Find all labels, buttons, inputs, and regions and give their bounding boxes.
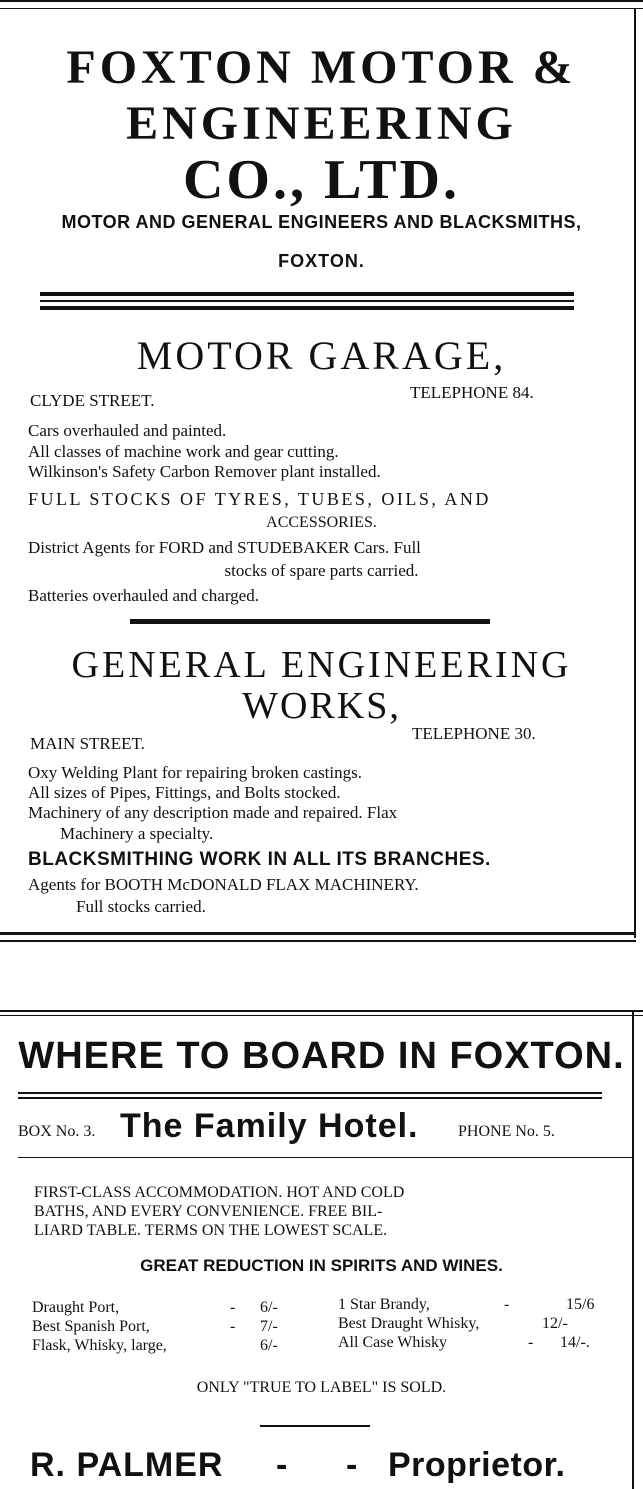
board-heading-rule [18,1092,602,1094]
proprietor-dash-1: - [276,1446,288,1484]
proprietor-rule [260,1425,370,1427]
wine-item: Flask, Whisky, large, [32,1337,167,1354]
works-line-2: All sizes of Pipes, Fittings, and Bolts stocked. [28,783,341,802]
ad1-bottom-border [0,932,636,935]
company-title-line1: FOXTON MOTOR & [66,41,577,94]
works-blacksmithing: BLACKSMITHING WORK IN ALL ITS BRANCHES. [28,849,491,870]
wine-price: 7/- [260,1318,278,1335]
board-heading-rule-2 [18,1097,602,1099]
wine-sep: - [230,1318,236,1335]
wine-price: 6/- [260,1299,278,1316]
works-line-3: Machinery of any description made and repaired. Flax [28,803,398,822]
works-heading-line1: GENERAL ENGINEERING [71,644,572,686]
garage-street: CLYDE STREET. [30,391,155,410]
ad1-top-border [0,0,643,2]
company-title-line2: ENGINEERING [126,97,517,150]
hotel-box: BOX No. 3. [18,1123,96,1140]
works-machinery-cont: Machinery a specialty. [60,824,214,843]
wine-price: 6/- [260,1337,278,1354]
ad2-right-border [632,1012,634,1489]
garage-agents-1: District Agents for FORD and STUDEBAKER Cars. Full [28,538,421,557]
company-title-line3: CO., LTD. [182,149,460,211]
reduction-heading: GREAT REDUCTION IN SPIRITS AND WINES. [140,1256,503,1275]
wine-item: All Case Whisky [338,1334,448,1351]
ad1-top-border-inner [0,8,643,9]
wine-price: 14/-. [560,1334,590,1351]
garage-stocks-2: ACCESSORIES. [266,514,377,531]
true-to-label: ONLY "TRUE TO LABEL" IS SOLD. [196,1379,447,1396]
hotel-phone: PHONE No. 5. [458,1123,555,1140]
garage-batteries: Batteries overhauled and charged. [28,586,259,605]
proprietor-name: R. PALMER [30,1446,224,1484]
garage-phone: TELEPHONE 84. [410,383,534,402]
garage-line-2: All classes of machine work and gear cutting. [28,442,339,461]
divider-thick [40,292,574,296]
company-town: FOXTON. [278,251,365,271]
ad2-top-border-2 [0,1015,643,1016]
divider-thick-2 [40,306,574,310]
wine-sep: - [504,1296,510,1313]
wine-price: 12/- [542,1315,568,1332]
wine-item: Best Draught Whisky, [338,1315,480,1332]
hotel-name-rule [18,1157,634,1158]
divider-thin [40,300,574,302]
works-line-1: Oxy Welding Plant for repairing broken castings. [28,763,362,782]
proprietor-title: Proprietor. [388,1446,566,1484]
works-agents-2: Full stocks carried. [76,897,206,916]
garage-line-1: Cars overhauled and painted. [28,421,227,440]
garage-divider [130,619,490,624]
wine-sep: - [528,1334,534,1351]
wine-sep: - [230,1299,236,1316]
accom-line-2: BATHS, AND EVERY CONVENIENCE. FREE BIL- [34,1203,383,1220]
accom-line-1: FIRST-CLASS ACCOMMODATION. HOT AND COLD [34,1184,405,1201]
works-agents-1: Agents for BOOTH McDONALD FLAX MACHINERY. [28,875,419,894]
hotel-name: The Family Hotel. [120,1107,419,1145]
garage-stocks-1: FULL STOCKS OF TYRES, TUBES, OILS, AND [28,489,491,509]
works-heading-line2: WORKS, [242,685,401,727]
proprietor-dash-2: - [346,1446,358,1484]
ad1-bottom-border-thin [0,940,636,942]
board-heading: WHERE TO BOARD IN FOXTON. [18,1035,625,1077]
wine-price: 15/6 [566,1296,595,1313]
works-phone: TELEPHONE 30. [412,724,536,743]
company-subtitle: MOTOR AND GENERAL ENGINEERS AND BLACKSMITHS, [61,212,582,232]
ad2-top-border [0,1010,643,1012]
garage-line-3: Wilkinson's Safety Carbon Remover plant installed. [28,462,381,481]
garage-heading: MOTOR GARAGE, [136,333,507,378]
wine-item: Best Spanish Port, [32,1318,150,1335]
accom-line-3: LIARD TABLE. TERMS ON THE LOWEST SCALE. [34,1222,388,1239]
garage-agents-2: stocks of spare parts carried. [224,561,419,580]
wine-item: 1 Star Brandy, [338,1296,430,1313]
works-street: MAIN STREET. [30,734,145,753]
wine-item: Draught Port, [32,1299,120,1316]
